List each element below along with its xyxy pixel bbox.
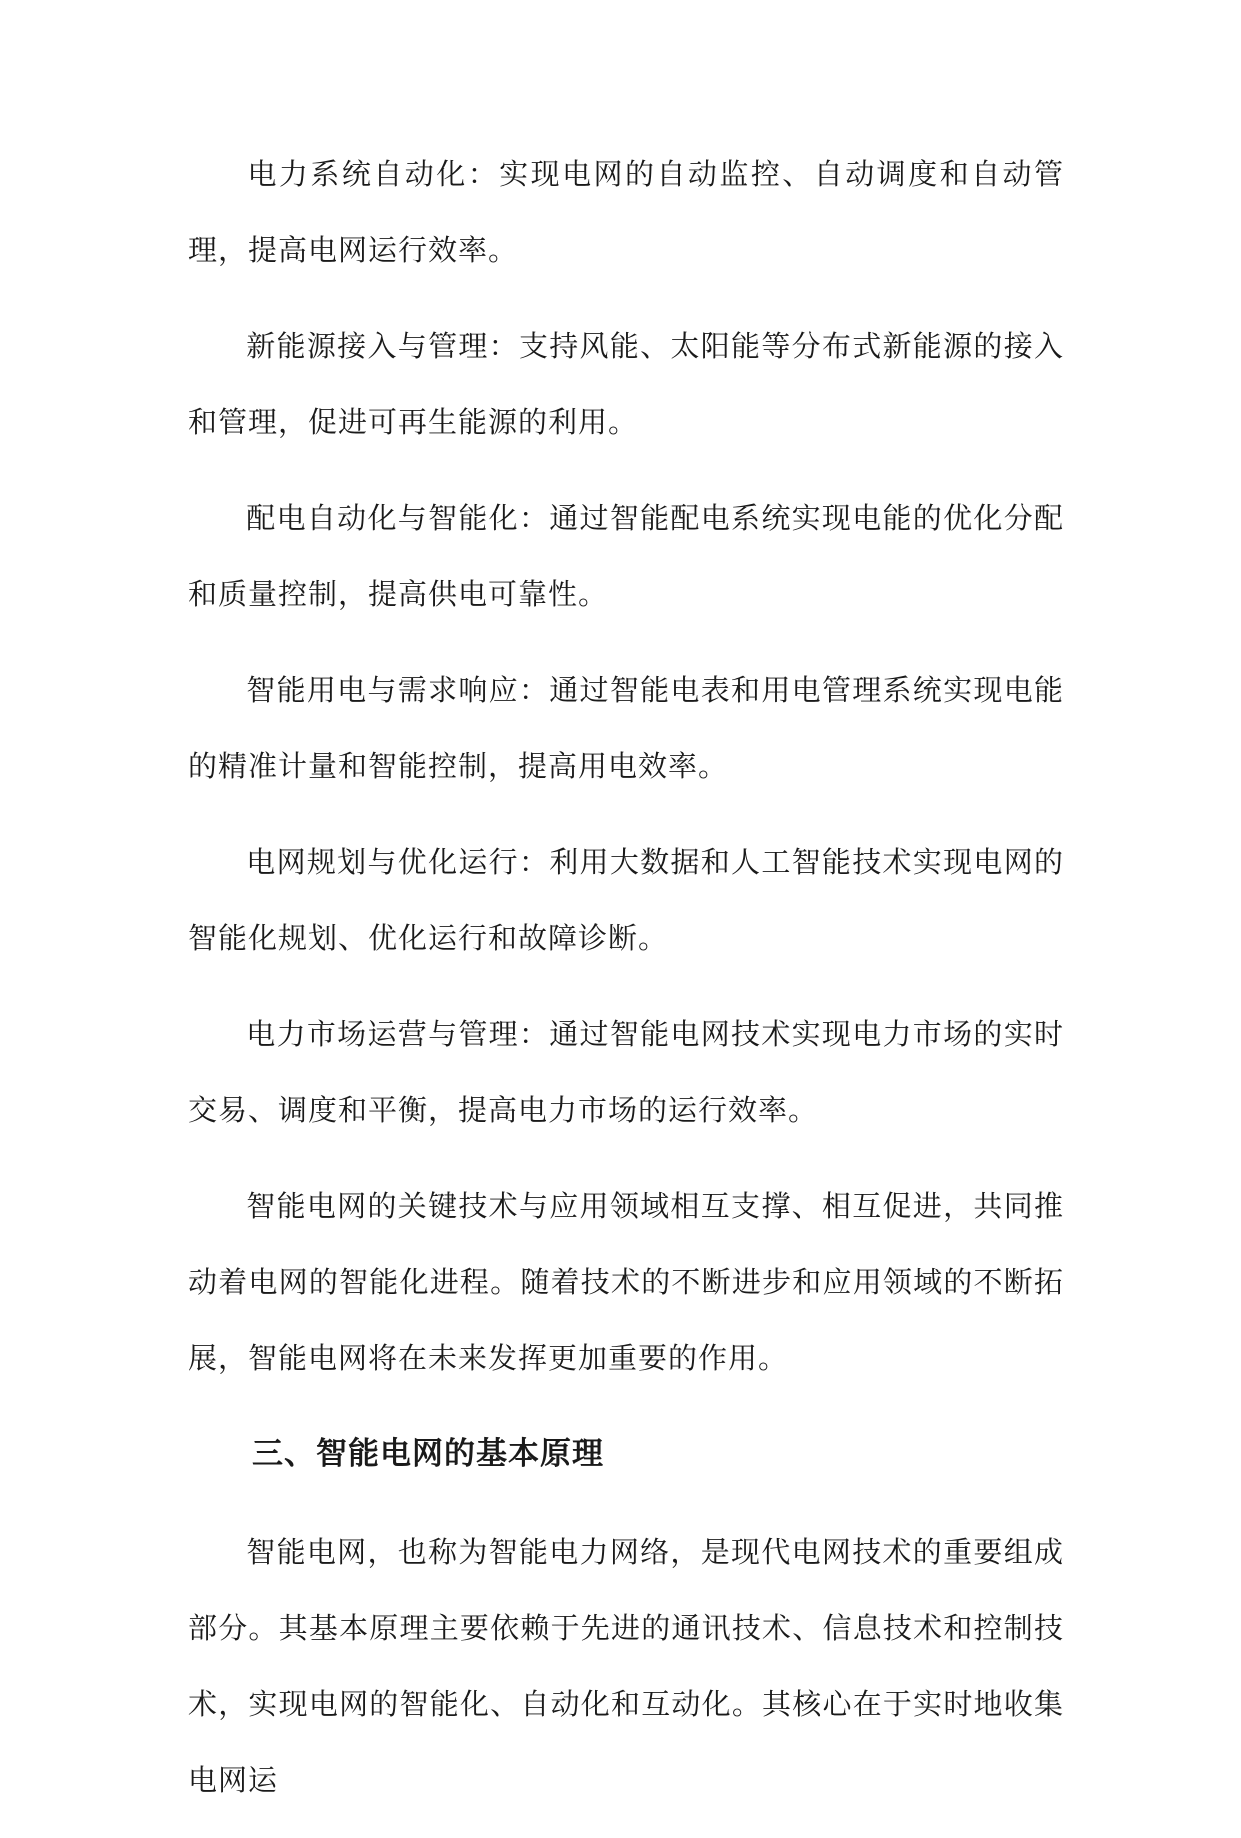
paragraph-power-market <box>188 996 1064 1148</box>
paragraph-text: 配电自动化与智能化：通过智能配电系统实现电能的优化分配和质量控制，提高供电可靠性。 <box>188 501 1064 611</box>
paragraph-text: 智能电网的关键技术与应用领域相互支撑、相互促进，共同推动着电网的智能化进程。随着技术的不断进步和应用领域的不断拓展，智能电网将在未来发挥更加重要的作用。 <box>188 1189 1064 1375</box>
paragraph-basic-principle <box>188 1514 1064 1818</box>
paragraph-text: 新能源接入与管理：支持风能、太阳能等分布式新能源的接入和管理，促进可再生能源的利用。 <box>188 329 1064 439</box>
paragraph-text: 电力系统自动化：实现电网的自动监控、自动调度和自动管理，提高电网运行效率。 <box>188 157 1064 267</box>
paragraph-text: 智能用电与需求响应：通过智能电表和用电管理系统实现电能的精准计量和智能控制，提高用电效率。 <box>188 673 1064 783</box>
paragraph-text: 电网规划与优化运行：利用大数据和人工智能技术实现电网的智能化规划、优化运行和故障诊断。 <box>188 845 1064 955</box>
paragraph-distribution-automation <box>188 480 1064 632</box>
paragraph-grid-planning <box>188 824 1064 976</box>
paragraph-text: 电力市场运营与管理：通过智能电网技术实现电力市场的实时交易、调度和平衡，提高电力市场的运行效率。 <box>188 1017 1064 1127</box>
paragraph-summary <box>188 1168 1064 1396</box>
paragraph-smart-consumption <box>188 652 1064 804</box>
paragraph-power-system-automation <box>188 136 1064 288</box>
paragraph-new-energy-access <box>188 308 1064 460</box>
section-heading: 三、智能电网的基本原理 <box>252 1436 604 1472</box>
document-body <box>188 136 1064 1838</box>
paragraph-text: 智能电网，也称为智能电力网络，是现代电网技术的重要组成部分。其基本原理主要依赖于先进的通讯技术、信息技术和控制技术，实现电网的智能化、自动化和互动化。其核心在于实时地收集电网运 <box>188 1535 1064 1797</box>
